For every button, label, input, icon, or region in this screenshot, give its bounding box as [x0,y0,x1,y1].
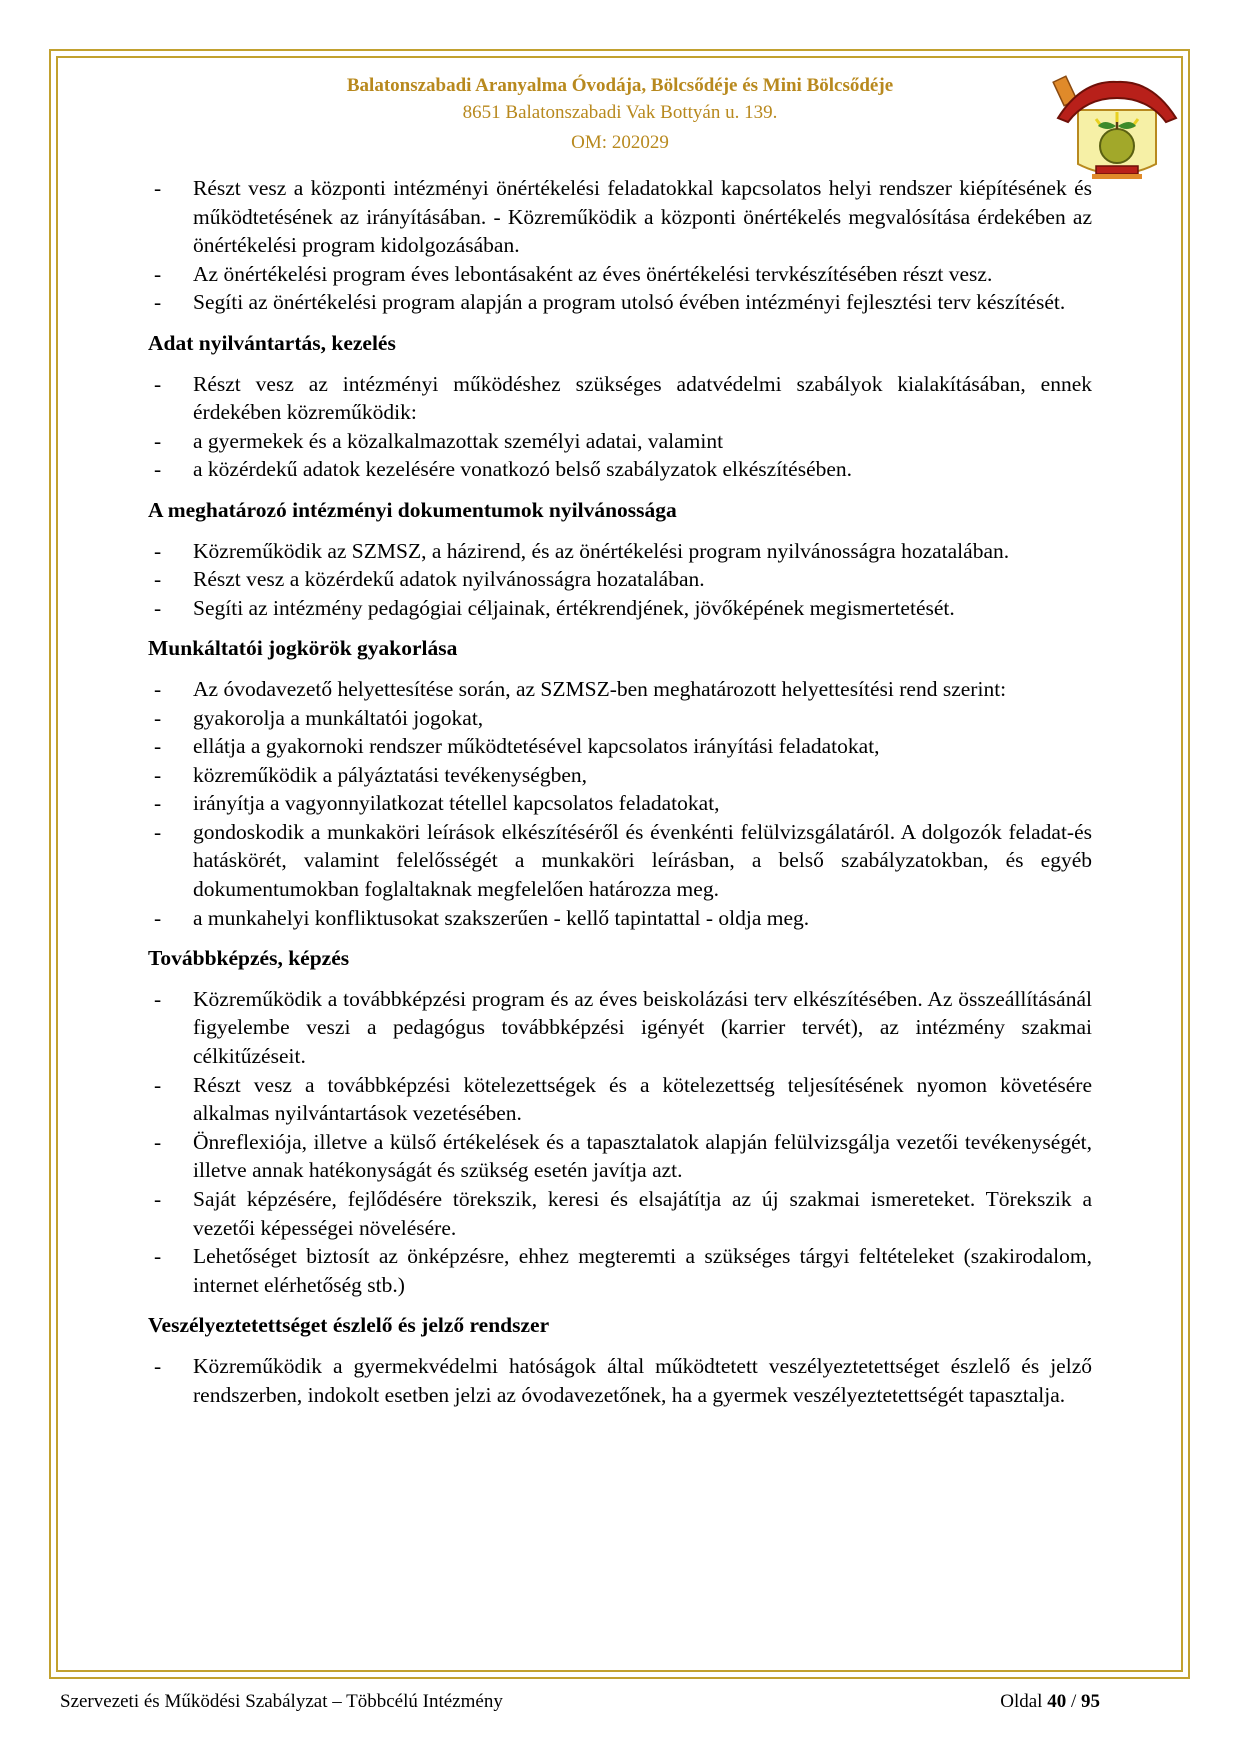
list-item: - Az óvodavezető helyettesítése során, az SZMSZ-ben meghatározott helyettesítési rend szerint: [148,675,1092,704]
page-label: Oldal [1000,1691,1043,1712]
section-list-training [148,985,1092,1300]
page-number [1000,1691,1100,1713]
list-item: - Saját képzésére, fejlődésére törekszik, keresi és elsajátítja az új szakmai ismereteket. Törekszik a vezetői képességei növelésére. [148,1185,1092,1242]
list-item: - Önreflexiója, illetve a külső értékelések és a tapasztalatok alapján felülvizsgálja vezetői tevékenységét, illetve annak hatékonyságát és szükség esetén javítja azt. [148,1128,1092,1185]
section-title-data-management: Adat nyilvántartás, kezelés [148,330,396,355]
intro-list [148,174,1092,317]
list-item: - Részt vesz a közérdekű adatok nyilvánosságra hozatalában. [148,565,1092,594]
section-list-data-management [148,370,1092,484]
list-item: - közreműködik a pályáztatási tevékenységben, [148,761,1092,790]
list-item: - a közérdekű adatok kezelésére vonatkozó belső szabályzatok elkészítésében. [148,455,1092,484]
page-total: 95 [1081,1691,1100,1712]
list-item: - Az önértékelési program éves lebontásaként az éves önértékelési tervkészítésében részt vesz. [148,260,1092,289]
list-item: - Közreműködik a gyermekvédelmi hatóságok által működtetett veszélyeztetettséget észlelő és jelző rendszerben, indokolt esetben jelzi az óvodavezetőnek, ha a gyermek veszélyeztetettségét tapasztalja. [148,1352,1092,1409]
page-separator: / [1070,1691,1077,1712]
section-list-child-protection [148,1352,1092,1409]
list-item: - irányítja a vagyonnyilatkozat tétellel kapcsolatos feladatokat, [148,789,1092,818]
section-title-employer-rights: Munkáltatói jogkörök gyakorlása [148,636,458,661]
section-list-employer-rights [148,675,1092,932]
list-item: - Közreműködik a továbbképzési program és az éves beiskolázási terv elkészítésében. Az összeállításánál figyelembe veszi a pedagógus továbbképzési igényét (karrier tervét), az intézmény szakmai célkitűzéseit. [148,985,1092,1071]
institution-address: 8651 Balatonszabadi Vak Bottyán u. 139. [462,102,778,123]
list-item: - gyakorolja a munkáltatói jogokat, [148,704,1092,733]
om-number: OM: 202029 [571,132,669,153]
section-title-child-protection: Veszélyeztetettséget észlelő és jelző rendszer [148,1313,550,1338]
list-item: - Segíti az önértékelési program alapján a program utolsó évében intézményi fejlesztési terv készítését. [148,288,1092,317]
list-item: - Részt vesz az intézményi működéshez szükséges adatvédelmi szabályok kialakításában, ennek érdekében közreműködik: [148,370,1092,427]
page-content [148,174,1092,1409]
list-item: - Részt vesz a központi intézményi önértékelési feladatokkal kapcsolatos helyi rendszer kiépítésének és működtetésének az irányításában. - Közreműködik a központi önértékelés megvalósítása érdekében az önértékelési program kidolgozásában. [148,174,1092,260]
list-item: - ellátja a gyakornoki rendszer működtetésével kapcsolatos irányítási feladatokat, [148,732,1092,761]
footer-document-title: Szervezeti és Működési Szabályzat – Többcélú Intézmény [60,1691,503,1712]
section-list-document-publicity [148,537,1092,623]
list-item: - a gyermekek és a közalkalmazottak személyi adatai, valamint [148,427,1092,456]
list-item: - gondoskodik a munkaköri leírások elkészítéséről és évenkénti felülvizsgálatáról. A dolgozók feladat-és hatáskörét, valamint felelősségét a munkaköri leírásban, a belső szabályzatokban, és egyéb dokumentumokban foglaltaknak megfelelően határozza meg. [148,818,1092,904]
list-item: - Segíti az intézmény pedagógiai céljainak, értékrendjének, jövőképének megismertetését. [148,594,1092,623]
letterhead [240,72,1000,156]
institution-name: Balatonszabadi Aranyalma Óvodája, Bölcsődéje és Mini Bölcsődéje [346,75,894,96]
list-item: - Részt vesz a továbbképzési kötelezettségek és a kötelezettség teljesítésének nyomon követésére alkalmas nyilvántartások vezetésében. [148,1071,1092,1128]
list-item: - Közreműködik az SZMSZ, a házirend, és az önértékelési program nyilvánosságra hozatalában. [148,537,1092,566]
section-title-document-publicity: A meghatározó intézményi dokumentumok nyilvánossága [148,497,677,522]
list-item: - Lehetőséget biztosít az önképzésre, ehhez megteremti a szükséges tárgyi feltételeket (szakirodalom, internet elérhetőség stb.) [148,1242,1092,1299]
list-item: - a munkahelyi konfliktusokat szakszerűen - kellő tapintattal - oldja meg. [148,904,1092,933]
page-current: 40 [1047,1691,1067,1712]
section-title-training: Továbbképzés, képzés [148,946,350,971]
